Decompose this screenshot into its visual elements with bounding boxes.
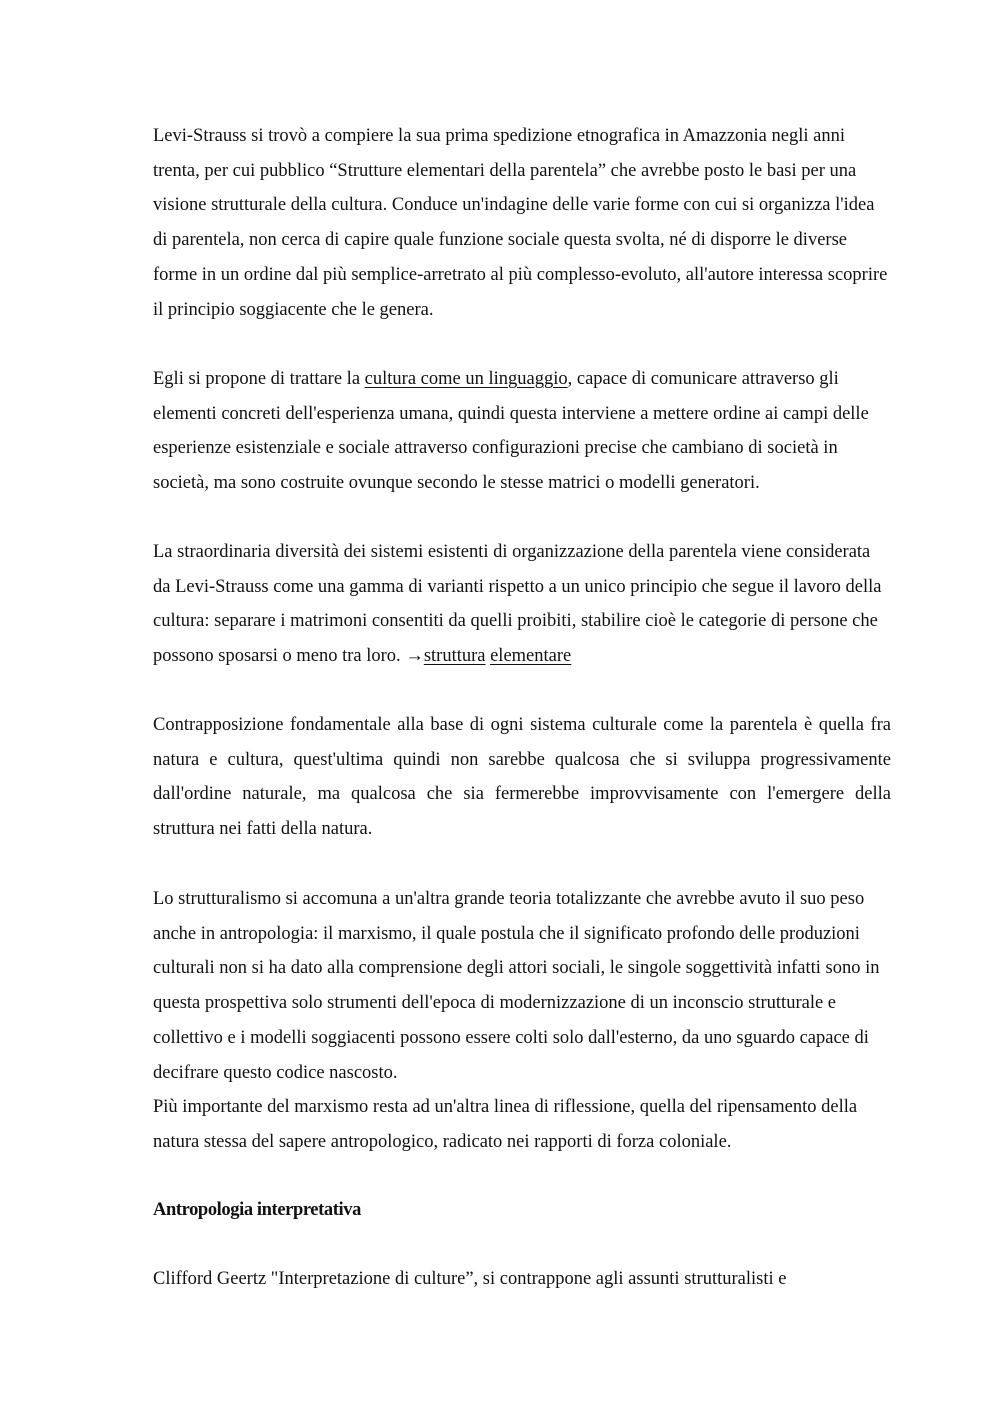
underlined-word-struttura: struttura xyxy=(423,646,486,667)
text-span: Egli si propone di trattare la xyxy=(153,369,365,389)
paragraph-text xyxy=(153,535,891,674)
paragraph-text: Levi-Strauss si trovò a compiere la sua prima spedizione etnografica in Amazzonia negli anni trenta, per cui pubblico “Strutture elementari della parentela” che avrebbe posto le basi per una visione strutturale della cultura. Conduce un'indagine delle varie forme con cui si organizza l'idea di parentela, non cerca di capire quale funzione sociale questa svolta, né di disporre le diverse forme in un ordine dal più semplice-arretrato al più complesso-evoluto, all'autore interessa scoprire il principio soggiacente che le genera. xyxy=(153,126,888,320)
paragraph-text: Lo strutturalismo si accomuna a un'altra grande teoria totalizzante che avrebbe avuto il suo peso anche in antropologia: il marxismo, il quale postula che il significato profondo delle produzioni culturali non si ha dato alla comprensione degli attori sociali, le singole soggettività infatti sono in questa prospettiva solo strumenti dell'epoca di modernizzazione di un inconscio strutturale e collettivo e i modelli soggiacenti possono essere colti solo dall'esterno, da uno sguardo capace di decifrare questo codice nascosto. xyxy=(153,889,880,1083)
paragraph-structuralism-marxism xyxy=(153,882,891,1160)
paragraph-clifford-geertz xyxy=(153,1262,891,1297)
paragraph-culture-language xyxy=(153,362,891,501)
paragraph-kinship-systems xyxy=(153,535,891,674)
paragraph-text xyxy=(153,362,891,501)
paragraph-text: Clifford Geertz "Interpretazione di culture”, si contrappone agli assunti strutturalisti e xyxy=(153,1269,787,1289)
underlined-word-elementare: elementare xyxy=(490,646,572,667)
underlined-phrase-cultura-linguaggio: cultura come un linguaggio xyxy=(364,369,568,389)
paragraph-nature-culture xyxy=(153,708,891,847)
paragraph-levi-strauss-expedition xyxy=(153,119,891,327)
text-span: La straordinaria diversità dei sistemi esistenti di organizzazione della parentela viene considerata da Levi-Strauss come una gamma di varianti rispetto a un unico principio che segue il lavoro della cultura: separare i matrimoni consentiti da quelli proibiti, stabilire cioè le categorie di persone che possono sposarsi o meno tra loro. xyxy=(153,542,882,667)
arrow-icon: → xyxy=(405,646,424,667)
text-span: , capace di comunicare attraverso gli elementi concreti dell'esperienza umana, quindi questa interviene a mettere ordine ai campi delle esperienze esistenziale e sociale attraverso configurazioni precise che cambiano di società in società, ma sono costruite ovunque secondo le stesse matrici o modelli generatori. xyxy=(153,369,869,494)
paragraph-text: Contrapposizione fondamentale alla base di ogni sistema culturale come la parentela è quella fra natura e cultura, quest'ultima quindi non sarebbe qualcosa che si sviluppa progressivamente dall'ordine naturale, ma qualcosa che sia fermerebbe improvvisamente con l'emergere della struttura nei fatti della natura. xyxy=(153,715,891,840)
section-heading: Antropologia interpretativa xyxy=(153,1200,361,1220)
section-heading-antropologia-interpretativa xyxy=(153,1193,891,1228)
paragraph-text: Più importante del marxismo resta ad un'altra linea di riflessione, quella del ripensamento della natura stessa del sapere antropologico, radicato nei rapporti di forza coloniale. xyxy=(153,1097,858,1152)
